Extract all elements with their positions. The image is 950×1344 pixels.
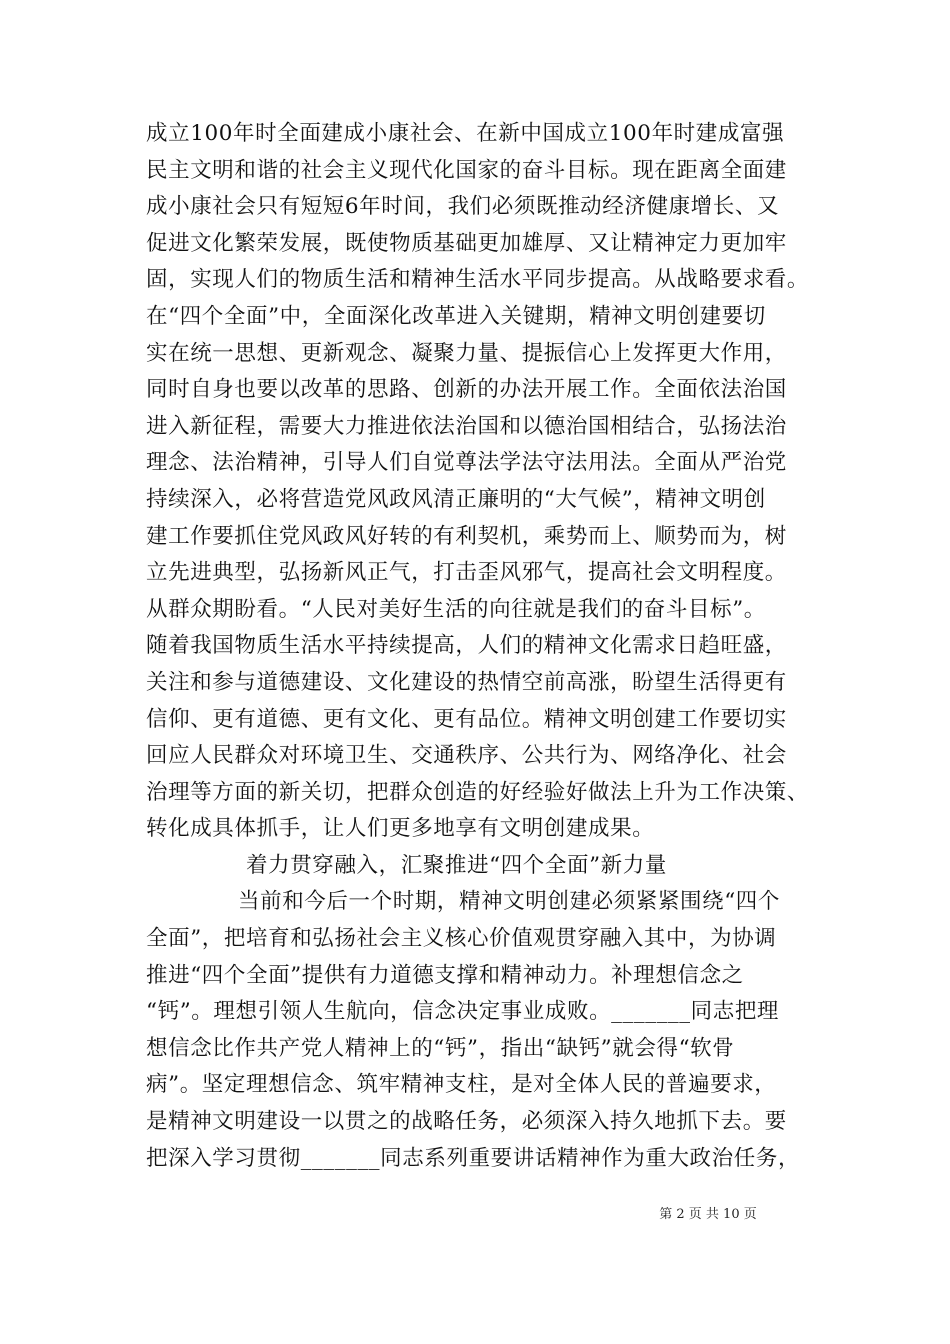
body-line: 促进文化繁荣发展，既使物质基础更加雄厚、又让精神定力更加牢 <box>146 230 787 256</box>
body-line: 关注和参与道德建设、文化建设的热情空前高涨，盼望生活得更有 <box>146 669 787 695</box>
body-line: 同时自身也要以改革的思路、创新的办法开展工作。全面依法治国 <box>146 377 787 403</box>
body-line: 随着我国物质生活水平持续提高，人们的精神文化需求日趋旺盛， <box>146 633 787 659</box>
page-footer <box>0 1203 950 1222</box>
body-line: 立先进典型，弘扬新风正气，打击歪风邪气，提高社会文明程度。 <box>146 560 787 586</box>
body-line: 建工作要抓住党风政风好转的有利契机，乘势而上、顺势而为，树 <box>146 523 787 549</box>
section-line: 病”。坚定理想信念、筑牢精神支柱，是对全体人民的普遍要求， <box>146 1072 777 1098</box>
body-line: 进入新征程，需要大力推进依法治国和以德治国相结合，弘扬法治 <box>146 413 787 439</box>
body-line: 信仰、更有道德、更有文化、更有品位。精神文明创建工作要切实 <box>146 706 787 732</box>
page-number: 第 2 页 共 10 页 <box>659 1207 757 1222</box>
section-heading: 着力贯穿融入，汇聚推进“四个全面”新力量 <box>246 852 667 878</box>
body-line: 在“四个全面”中，全面深化改革进入关键期，精神文明创建要切 <box>146 303 766 329</box>
section-line: “钙”。理想引领人生航向，信念决定事业成败。_______同志把理 <box>146 999 780 1025</box>
section-line: 全面”，把培育和弘扬社会主义核心价值观贯穿融入其中，为协调 <box>146 926 777 952</box>
body-line: 成立100年时全面建成小康社会、在新中国成立100年时建成富强 <box>146 121 785 146</box>
section-line: 把深入学习贯彻_______同志系列重要讲话精神作为重大政治任务， <box>146 1145 801 1171</box>
body-line: 持续深入，必将营造党风政风清正廉明的“大气候”，精神文明创 <box>146 486 766 512</box>
body-line: 治理等方面的新关切，把群众创造的好经验好做法上升为工作决策、 <box>146 779 810 805</box>
body-line: 理念、法治精神，引导人们自觉尊法学法守法用法。全面从严治党 <box>146 450 787 476</box>
body-line: 回应人民群众对环境卫生、交通秩序、公共行为、网络净化、社会 <box>146 743 787 769</box>
section-line: 推进“四个全面”提供有力道德支撑和精神动力。补理想信念之 <box>146 962 744 988</box>
body-line: 民主文明和谐的社会主义现代化国家的奋斗目标。现在距离全面建 <box>146 157 787 183</box>
section-first-line: 当前和今后一个时期，精神文明创建必须紧紧围绕“四个 <box>238 889 780 915</box>
body-line: 成小康社会只有短短6年时间，我们必须既推动经济健康增长、又 <box>146 194 780 220</box>
body-line: 从群众期盼看。“人民对美好生活的向往就是我们的奋斗目标”。 <box>146 596 766 622</box>
body-line: 实在统一思想、更新观念、凝聚力量、提振信心上发挥更大作用， <box>146 340 787 366</box>
body-line: 固，实现人们的物质生活和精神生活水平同步提高。从战略要求看。 <box>146 267 810 293</box>
section-line: 想信念比作共产党人精神上的“钙”，指出“缺钙”就会得“软骨 <box>146 1035 735 1061</box>
body-line: 转化成具体抓手，让人们更多地享有文明创建成果。 <box>146 816 655 842</box>
section-line: 是精神文明建设一以贯之的战略任务，必须深入持久地抓下去。要 <box>146 1109 787 1135</box>
document-body <box>146 116 826 1177</box>
